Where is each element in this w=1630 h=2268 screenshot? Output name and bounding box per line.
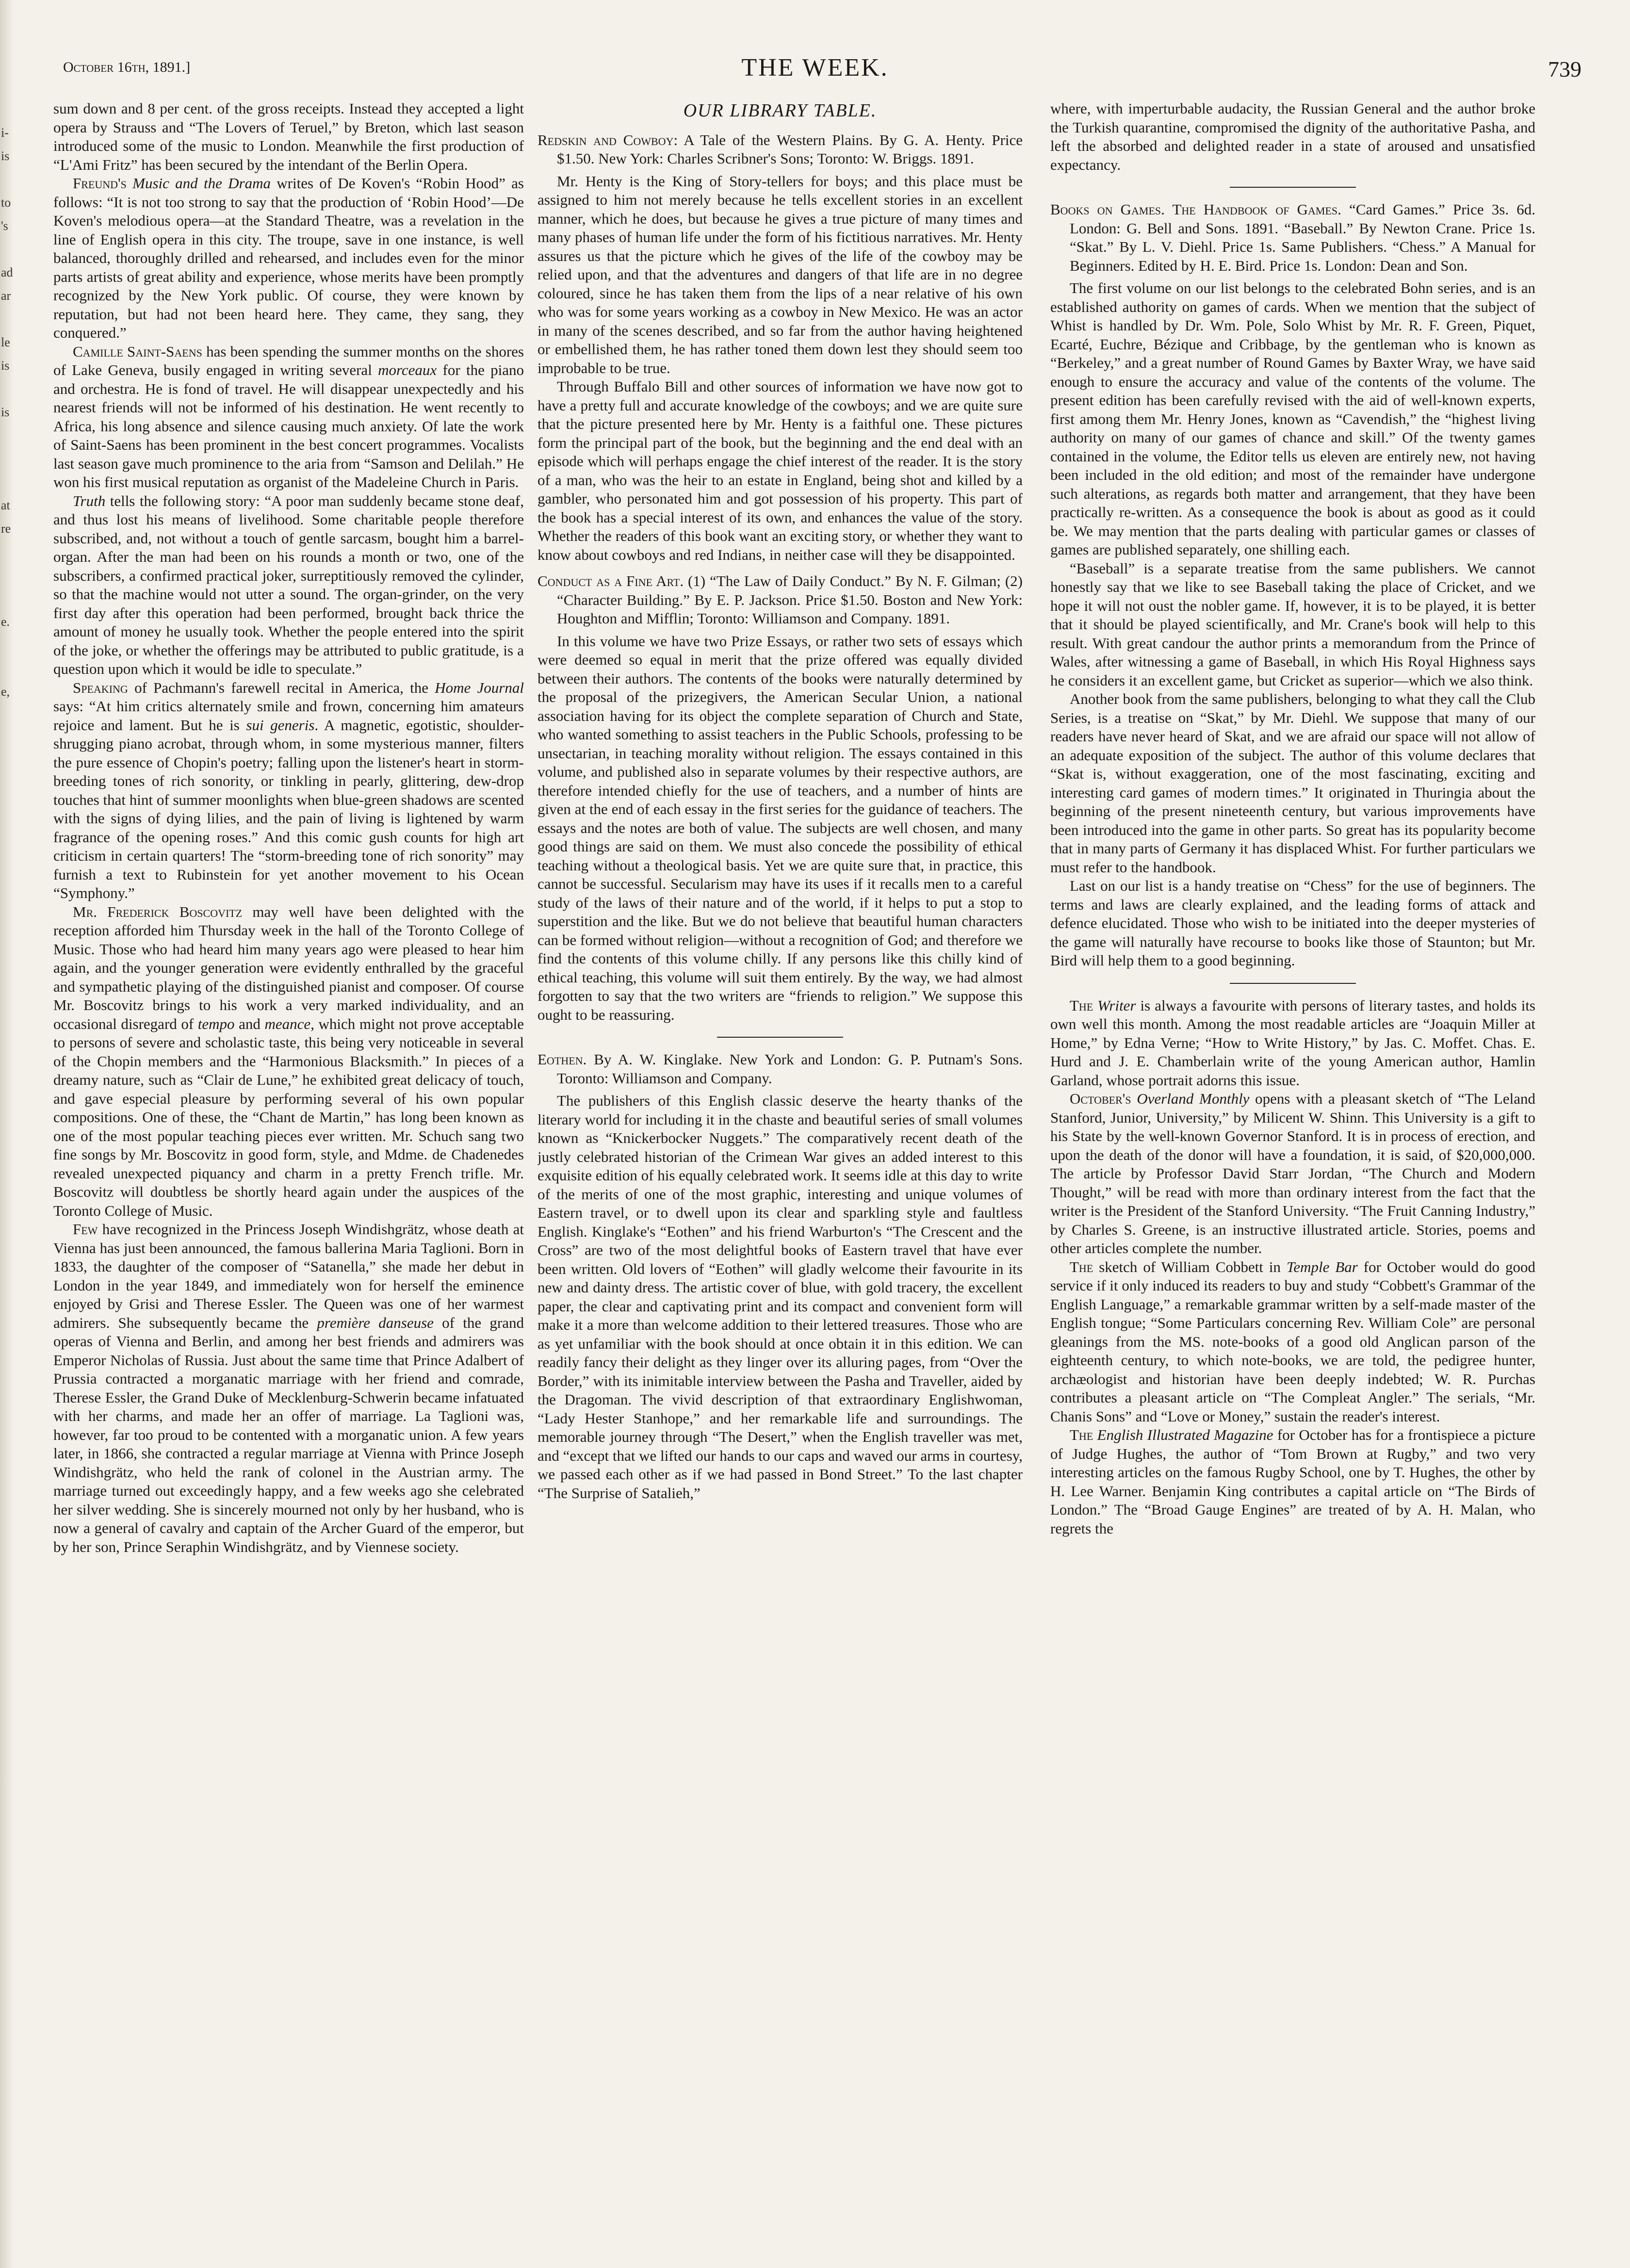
book-details: : A Tale of the Western Plains. By G. A. Henty. Price $1.50. New York: Charles Scribner's Sons; Toronto: W. Briggs. 1891.	[557, 131, 1023, 167]
lead-word: Freund's	[73, 175, 127, 192]
article-paragraph	[53, 679, 524, 903]
lead-word: Mr. Frederick Boscovitz	[73, 903, 243, 920]
lead-word: The	[1070, 1258, 1093, 1275]
binding-gutter	[0, 0, 14, 2268]
review-heading	[1050, 200, 1535, 275]
newspaper-title: THE WEEK.	[741, 54, 889, 82]
publication-title: Truth	[73, 492, 106, 509]
lead-word: Few	[73, 1221, 98, 1238]
review-heading	[538, 131, 1023, 168]
publication-title: English Illustrated Magazine	[1097, 1426, 1273, 1443]
review-paragraph: The first volume on our list belongs to the celebrated Bohn series, and is an established authority on games of cards. When we mention that the subject of Whist is handled by Dr. Wm. Pole, Solo Whist by Mr. R. F. Green, Piquet, Ecarté, Euchre, Bézique and Cribbage, by the gentleman who is known as “Berkeley,” and a great number of Round Games by Baxter Wray, we have said enough to ensure the accuracy and value of the contents of the volume. The present edition has been carefully revised with the aid of well-known experts, first among them Mr. Henry Jones, known as “Cavendish,” the “highest living authority on many of our games of chance and skill.” Of the twenty games contained in the volume, the Editor tells us eleven are entirely new, not having been included in the old edition; and most of the remainder have undergone such alterations, as regards both matter and arrangement, that they have been practically re-written. As a consequence the book is about as good as it could be. We may mention that the parts dealing with particular games or classes of games are published separately, one shilling each.	[1050, 279, 1535, 558]
paragraph-text: sketch of William Cobbett in	[1093, 1258, 1287, 1275]
italic-term: sui generis	[246, 716, 315, 734]
header-date: October 16th, 1891.]	[63, 59, 191, 75]
section-divider	[1230, 187, 1356, 188]
article-paragraph	[53, 903, 524, 1221]
book-title: Redskin and Cowboy	[538, 131, 674, 148]
column-left	[53, 99, 524, 2234]
gutter-cut-letters: i- is to 's ad ar le is is at re e. e,	[1, 126, 13, 699]
section-divider	[717, 1037, 843, 1038]
lead-word: The	[1070, 1426, 1093, 1443]
publication-title: Temple Bar	[1286, 1258, 1358, 1275]
magazine-note	[1050, 1090, 1535, 1258]
review-paragraph: Another book from the same publishers, belonging to what they call the Club Series, is a treatise on “Skat,” by Mr. Diehl. We suppose that many of our readers have never heard of Skat, and we are afraid our space will not allow of an adequate exposition of the subject. The author of this volume declares that “Skat is, without exaggeration, one of the most fascinating, exciting and interesting card games of modern times.” It originated in Thuringia about the beginning of the present nineteenth century, but various improvements have been introduced into the game in other parts. So great has its popularity become that in many parts of Germany it has displaced Whist. For further particulars we must refer to the handbook.	[1050, 690, 1535, 876]
book-title: Conduct as a Fine Art.	[538, 572, 684, 589]
publication-title: Home Journal	[435, 679, 524, 696]
paragraph-text: writes of De Koven's “Robin Hood” as follows: “It is not too strong to say that the production of ‘Robin Hood’—De Koven's melodious opera—at the Standard Theatre, was a revelation in the line of English opera in this city. The troupe, save in one instance, is well balanced, thoroughly drilled and rehearsed, and includes even for the minor parts artists of great ability and experience, whose merits have been promptly recognized by the New York public. Of course, they were known by reputation, but had not been heard here. They came, they sang, they conquered.”	[53, 175, 524, 341]
article-paragraph	[53, 174, 524, 343]
article-paragraph: sum down and 8 per cent. of the gross receipts. Instead they accepted a light opera by Strauss and “The Lovers of Teruel,” by Breton, which last season introduced some of the music to London. Meanwhile the first production of “L'Ami Fritz” has been secured by the intendant of the Berlin Opera.	[53, 100, 524, 173]
book-title: Eothen.	[538, 1051, 587, 1068]
paragraph-text: is always a favourite with persons of literary tastes, and holds its own well this month. Among the most readable articles are “Joaquin Miller at Home,” by Edna Verne; “How to Write History,” by Jas. C. Moffet. Chas. E. Hurd and J. E. Chamberlain write of the young American author, Hamlin Garland, whose portrait adorns this issue.	[1050, 996, 1535, 1089]
review-paragraph: The publishers of this English classic deserve the hearty thanks of the literary world for including it in the chaste and beautiful series of small volumes known as “Knickerbocker Nuggets.” The comparatively recent death of the justly celebrated historian of the Crimean War gives an added interest to this exquisite edition of his equally celebrated work. It seems idle at this day to write of the merits of one of the most graphic, interesting and unique volumes of Eastern travel, or to dwell upon its clear and sparkling style and faultless English. Kinglake's “Eothen” and his friend Warburton's “The Crescent and the Cross” are two of the most delightful books of Eastern travel that have ever been written. Old lovers of “Eothen” will gladly welcome their favourite in its new and dainty dress. The artistic cover of blue, with gold tracery, the excellent paper, the clear and captivating print and its compact and convenient form will make it a more than welcome addition to their lettered treasures. Those who are as yet unfamiliar with the book should at once obtain it in this edition. We can readily fancy their delight as they linger over its alluring pages, from “Over the Border,” with its inimitable interview between the Pasha and Traveller, aided by the Dragoman. The vivid description of that extraordinary Englishwoman, “Lady Hester Stanhope,” and her remarkable life and surroundings. The memorable journey through “The Desert,” when the English traveller was met, and “except that we lifted our hands to our caps and waved our arms in courtesy, we passed each other as if we had passed in Bond Street.” To the last chapter “The Surprise of Satalieh,”	[538, 1092, 1023, 1501]
review-paragraph: In this volume we have two Prize Essays, or rather two sets of essays which were deemed so equal in merit that the prize offered was equally divided between their authors. The contents of the books were naturally determined by the proposal of the prizegivers, the American Secular Union, a national association having for its object the complete separation of Church and State, who wanted something to assist teachers in the Public Schools, professing to be unsectarian, in teaching morality without religion. The essays contained in this volume, and published also in separate volumes by their respective authors, are therefore intended chiefly for the use of teachers, and a number of hints are given at the end of each essay in the first series for the guidance of teachers. The essays and the notes are both of value. The subjects are well chosen, and many good things are said on them. We must also concede the possibility of ethical teaching without a theological basis. Yet we are quite sure that, in practice, this cannot be successful. Secularism may have its uses if it recalls men to a careful study of the laws of their nature and of the world, if it helps to put a stop to superstition and the like. But we do not believe that beautiful human characters can be formed without religion—without a recognition of God; and therefore we find the contents of this volume chilly. If any persons like this chilly kind of ethical teaching, this volume will suit them entirely. By the way, we had almost forgotten to say that the two writers are “friends to religion.” We suppose this ought to be reassuring.	[538, 632, 1023, 1023]
publication-title: Writer	[1097, 996, 1136, 1014]
magazine-note	[1050, 1258, 1535, 1426]
paragraph-text: for October has for a frontispiece a picture of Judge Hughes, the author of “Tom Brown at Rugby,” and two very interesting articles on the famous Rugby School, one by T. Hughes, the other by H. Lee Warner. Benjamin King contributes a capital article on “The Birds of London.” The “Broad Gauge Engines” are treated of by A. H. Malan, who regrets the	[1050, 1426, 1535, 1537]
book-title: Books on Games. The Handbook of Games.	[1050, 201, 1341, 218]
lead-word: Speaking	[73, 679, 128, 696]
running-header	[29, 53, 1601, 97]
paragraph-text: of Pachmann's farewell recital in America, the	[128, 679, 435, 696]
paragraph-text: of the grand operas of Vienna and Berlin, and among her best friends and admirers was Emperor Nicholas of Russia. Just about the same time that Prince Adalbert of Prussia contracted a morganatic marriage with her friend and comrade, Therese Essler, the Grand Duke of Mecklenburg-Schwerin became infatuated with her charms, and made her an offer of marriage. La Taglioni was, however, far too proud to be contented with a morganatic union. A few years later, in 1866, she contracted a regular marriage at Vienna with Prince Joseph Windishgrätz, who held the rank of colonel in the Austrian army. The marriage turned out exceedingly happy, and a few weeks ago she celebrated her silver wedding. She is sincerely mourned not only by her husband, who is now a general of cavalry and captain of the Archer Guard of the emperor, but by her son, Prince Seraphin Windishgrätz, and by Viennese society.	[53, 1314, 524, 1555]
spacer	[538, 564, 1023, 572]
lead-word: The	[1070, 996, 1093, 1014]
review-paragraph: where, with imperturbable audacity, the Russian General and the author broke the Turkish quarantine, compromised the dignity of the authoritative Pasha, and left the absorbed and delighted reader in a state of aroused and unsatisfied expectancy.	[1050, 100, 1535, 173]
publication-title: Overland Monthly	[1137, 1090, 1250, 1107]
book-details: “Card Games.” Price 3s. 6d. London: G. Bell and Sons. 1891. “Baseball.” By Newton Crane. Price 1s. “Skat.” By L. V. Diehl. Price 1s. Same Publishers. “Chess.” A Manual for Beginners. Edited by H. E. Bird. Price 1s. London: Dean and Son.	[1070, 201, 1535, 274]
paragraph-text: have recognized in the Princess Joseph Windishgrätz, whose death at Vienna has just been announced, the famous ballerina Maria Taglioni. Born in 1833, the daughter of the composer of “Satanella,” she made her debut in London in the year 1849, and immediately won for herself the eminence enjoyed by Grisi and Therese Essler. The Queen was one of her warmest admirers. She subsequently became the	[53, 1221, 524, 1331]
paragraph-text: for the piano and orchestra. He is fond of travel. He will disappear unexpectedly and his nearest friends will not be informed of his destination. He went recently to Africa, his long absence and silence causing much anxiety. Of late the work of Saint-Saens has been prominent in the best concert programmes. Vocalists last season gave much prominence to the aria from “Samson and Delilah.” He won his first musical reputation as organist of the Madeleine Church in Paris.	[53, 361, 524, 490]
italic-term: meance	[264, 1015, 311, 1032]
italic-term: première danseuse	[317, 1314, 434, 1331]
paragraph-text: and	[234, 1015, 265, 1032]
paragraph-text: . A magnetic, egotistic, shoulder-shrugging piano acrobat, through whom, in some mysterious manner, filters the pure essence of Chopin's poetry; falling upon the listener's heart in storm-breeding tones of rich sonority, or tinkling in pearly, glittering, dew-drop touches that hint of summer moonlights when blue-green shadows are scented with the signs of dying lilies, and the pain of living is lightened by warm fragrance of the opening roses.” And this comic gush counts for high art criticism in certain quarters! The “storm-breeding tone of rich sonority” may furnish a text to Rubinstein for yet another movement to his Ocean “Symphony.”	[53, 716, 524, 901]
article-paragraph	[53, 1220, 524, 1556]
paragraph-text: may well have been delighted with the reception afforded him Thursday week in the hall of the Toronto College of Music. Those who had heard him many years ago were pleased to hear him again, and the younger generation were evidently enthralled by the graceful and sympathetic playing of the distinguished pianist and composer. Of course Mr. Boscovitz brings to his work a very marked individuality, and an occasional disregard of	[53, 903, 524, 1032]
page-number: 739	[1548, 57, 1581, 82]
column-middle	[538, 99, 1023, 2234]
review-paragraph: Mr. Henty is the King of Story-tellers for boys; and this place must be assigned to him not merely because he tells excellent stories in an excellent manner, which he does, but because he gives a true picture of many times and many phases of human life under the form of his fictitious narratives. Mr. Henty assures us that the picture which he gives of the life of the cowboy may be relied upon, and that the adventures and dangers of that life are in no degree coloured, since he has taken them from the lips of a near relative of his own who was for some years working as a cowboy in New Mexico. He was an actor in many of the scenes described, and so far from the author having heightened or embellished them, he has rather toned them down lest they should seem too improbable to be true.	[538, 172, 1023, 376]
magazine-note	[1050, 1426, 1535, 1538]
paragraph-text: tells the following story: “A poor man suddenly became stone deaf, and thus lost his means of livelihood. Some charitable people therefore subscribed, and, not without a touch of gentle sarcasm, bought him a barrel-organ. After the man had been on his rounds a month or two, one of the subscribers, a confirmed practical joker, surreptitiously removed the cylinder, so that the machine would not utter a sound. The organ-grinder, on the very first day after this operation had been performed, brought back thrice the amount of money he usually took. Whether the people entered into the spirit of the joke, or whether the offerings may be attributed to public gratitude, is a question upon which it would be idle to speculate.”	[53, 492, 524, 677]
book-details: By A. W. Kinglake. New York and London: G. P. Putnam's Sons. Toronto: Williamson and Company.	[557, 1051, 1023, 1087]
publication-title: Music and the Drama	[132, 175, 271, 192]
book-details: (1) “The Law of Daily Conduct.” By N. F. Gilman; (2) “Character Building.” By E. P. Jackson. Price $1.50. Boston and New York: Houghton and Mifflin; Toronto: Williamson and Company. 1891.	[557, 572, 1023, 627]
lead-word: Camille Saint-Saens	[73, 343, 202, 360]
column-right	[1050, 99, 1535, 2234]
article-paragraph	[53, 343, 524, 492]
review-paragraph: Through Buffalo Bill and other sources of information we have now got to have a pretty full and accurate knowledge of the cowboys; and we are quite sure that the picture presented here by Mr. Henty is a faithful one. These pictures form the principal part of the book, but the beginning and the end deal with an episode which will perhaps engage the chief interest of the reader. It is the story of a man, who was the heir to an estate in England, being shot and killed by a gambler, who personated him and got possession of his property. This part of the book has a special interest of its own, and enhances the value of the story. Whether the readers of this book want an exciting story, or whether they want to know about cowboys and red Indians, in neither case will they be disappointed.	[538, 378, 1023, 563]
lead-word: October's	[1070, 1090, 1131, 1107]
paragraph-text: for October would do good service if it only induced its readers to buy and study “Cobbett's Grammar of the English Language,” a remarkable grammar written by a self-made master of the English tongue; “Some Particulars concerning Rev. William Cole” are personal gleanings from the MS. note-books of a good old Anglican parson of the eighteenth century, to which note-books, we are told, the pedigree hunter, archæologist and historian have been deeply indebted; W. R. Purchas contributes a pleasant article on “The Compleat Angler.” The serials, “Mr. Chanis Sons” and “Love or Money,” sustain the reader's interest.	[1050, 1258, 1535, 1425]
article-paragraph	[53, 492, 524, 679]
italic-term: morceaux	[378, 361, 437, 378]
paragraph-text: , which might not prove acceptable to persons of severe and scholastic taste, this being very noticeable in several of the Chopin members and the “Harmonious Blacksmith.” In pieces of a dreamy nature, such as “Clair de Lune,” he exhibited great delicacy of touch, and gave especial pleasure by performing several of his own popular compositions. One of these, the “Chant de Martin,” has long been known as one of the most popular teaching pieces ever written. Mr. Schuch sang two fine songs by Mr. Boscovitz in good form, style, and Mdme. de Chadenedes revealed unexpected piquancy and charm in a pretty French trifle. Mr. Boscovitz will doubtless be shortly heard again under the auspices of the Toronto College of Music.	[53, 1015, 524, 1219]
section-divider	[1230, 983, 1356, 984]
review-heading	[538, 572, 1023, 628]
magazine-note	[1050, 996, 1535, 1090]
italic-term: tempo	[197, 1015, 235, 1032]
paragraph-text: has been spending the summer months on the shores of Lake Geneva, busily engaged in writing several	[53, 343, 524, 378]
review-paragraph: Last on our list is a handy treatise on “Chess” for the use of beginners. The terms and laws are clearly explained, and the leading forms of attack and defence elucidated. Those who wish to be initiated into the deeper mysteries of the game will naturally have recourse to books like those of Staunton; but Mr. Bird will help them to a good beginning.	[1050, 877, 1535, 969]
section-title: OUR LIBRARY TABLE.	[683, 100, 877, 121]
review-paragraph: “Baseball” is a separate treatise from the same publishers. We cannot honestly say that we like to see Baseball taking the place of Cricket, and we hope it will not oust the nobler game. If, however, it is to be played, it is better that it should be played scientifically, and Mr. Crane's book will help to this result. With great candour the author prints a memorandum from the Prince of Wales, after witnessing a game of Baseball, in which His Royal Highness says he considers it an excellent game, but Cricket as superior—which we also think.	[1050, 559, 1535, 689]
paragraph-text: says: “At him critics alternately smile and frown, concerning him amateurs rejoice and lament. But he is	[53, 698, 524, 734]
paragraph-text: opens with a pleasant sketch of “The Leland Stanford, Junior, University,” by Milicent W. Shinn. This University is a gift to his State by the well-known Governor Stanford. It is in process of erection, and upon the death of the donor will have a foundation, it is said, of $20,000,000. The article by Professor David Starr Jordan, “The Church and Modern Thought,” will be read with more than ordinary interest from the fact that the writer is the President of the Stanford University. “The Fruit Canning Industry,” by Charles S. Greene, is an instructive illustrated article. Stories, poems and other articles complete the number.	[1050, 1090, 1535, 1256]
review-heading	[538, 1050, 1023, 1088]
